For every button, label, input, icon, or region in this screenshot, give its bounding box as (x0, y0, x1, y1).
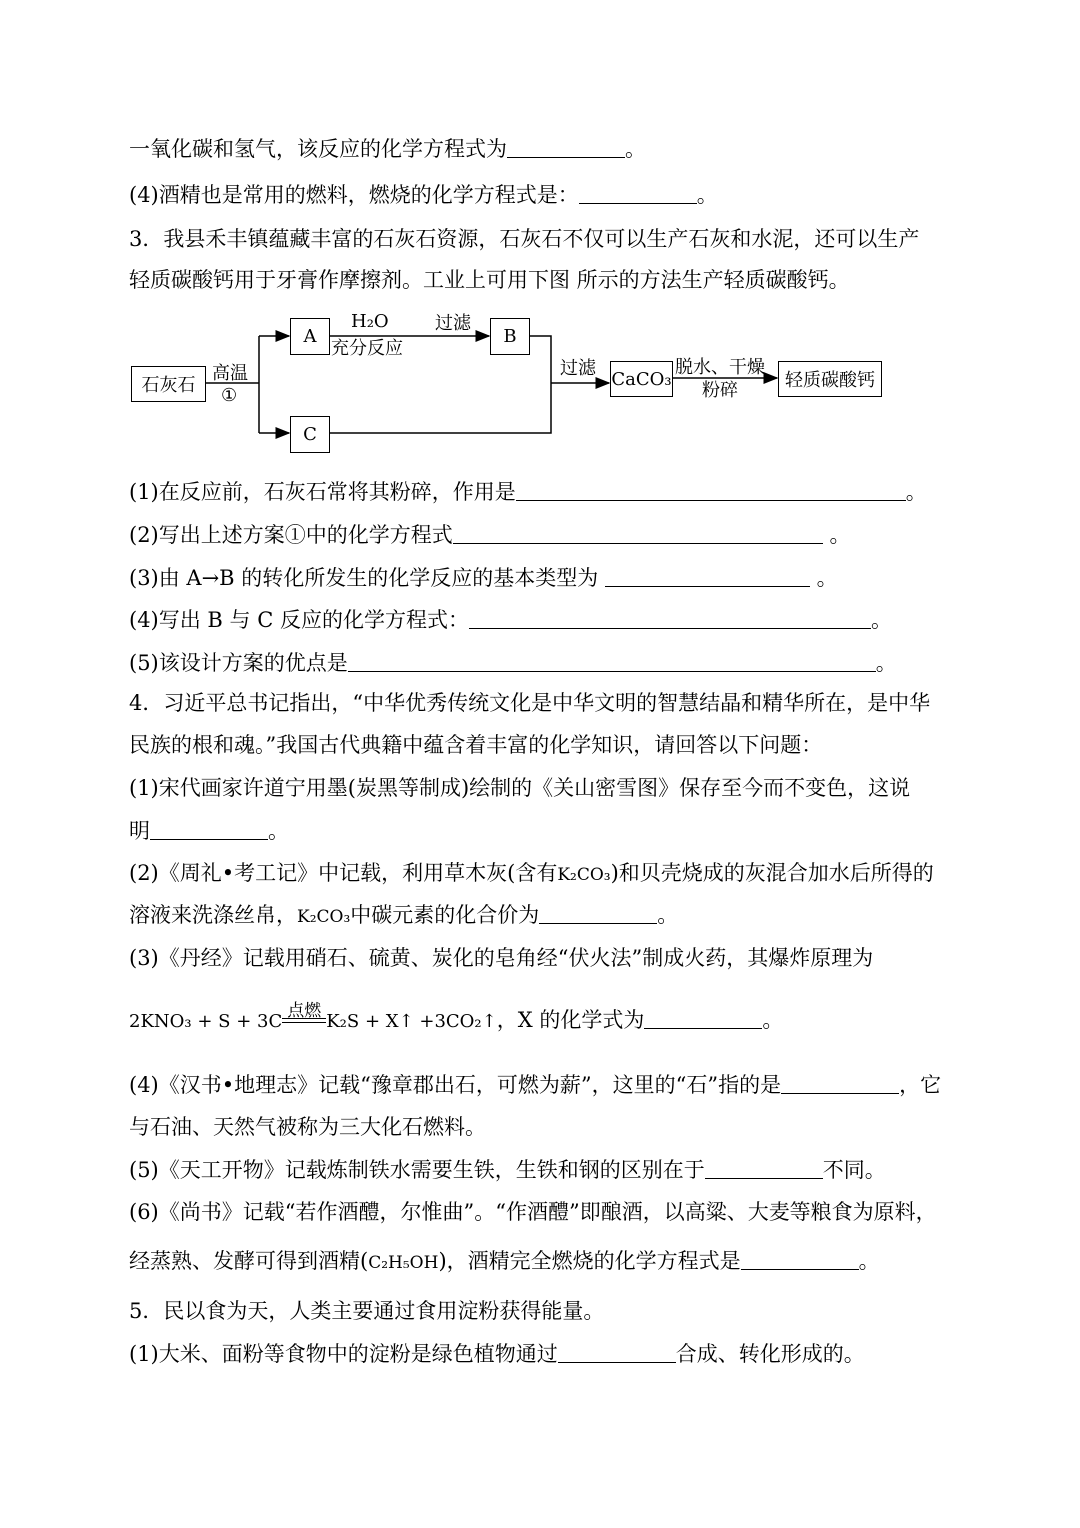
line-text: (4)写出 B 与 C 反应的化学方程式： (129, 608, 469, 632)
line-text: (2)写出上述方案①中的化学方程式 (129, 523, 453, 547)
limestone-box: 石灰石 (131, 366, 206, 402)
product-box: 轻质碳酸钙 (778, 361, 882, 397)
equation-condition (282, 1001, 326, 1027)
question-line (129, 1070, 941, 1100)
question-line (129, 816, 289, 846)
line-text: )，酒精完全燃烧的化学方程式是 (438, 1249, 741, 1273)
answer-blank[interactable] (558, 1340, 676, 1363)
caco3-box: CaCO₃ (610, 361, 673, 397)
question-3-line-1: 3．我县禾丰镇蕴藏丰富的石灰石资源，石灰石不仅可以生产石灰和水泥，还可以生产 (129, 227, 920, 251)
h2o-label: H₂O (351, 311, 389, 332)
line-end: 。 (696, 183, 718, 207)
answer-blank[interactable] (469, 606, 871, 629)
answer-blank[interactable] (539, 901, 657, 924)
line-end: 。 (829, 523, 851, 547)
equation-right: K₂S + X↑ +3CO₂↑ (326, 1011, 497, 1032)
line-end: 不同。 (822, 1158, 886, 1182)
answer-blank[interactable] (507, 135, 625, 158)
line-text: (5)该设计方案的优点是 (129, 651, 348, 675)
question-4-sub1-line-1: (1)宋代画家许道宁用墨(炭黑等制成)绘制的《关山密雪图》保存至今而不变色，这说 (129, 776, 911, 800)
question-5-line-1: 5．民以食为天，人类主要通过食用淀粉获得能量。 (129, 1299, 605, 1323)
answer-blank[interactable] (781, 1071, 899, 1094)
line-end: 。 (905, 480, 927, 504)
step-mark: ① (221, 385, 238, 406)
answer-blank[interactable] (644, 1006, 762, 1029)
question-line (129, 1155, 886, 1185)
line-text: 经蒸熟、发酵可得到酒精( (129, 1249, 369, 1273)
question-line (129, 1339, 865, 1369)
question-4-sub4-line-2: 与石油、天然气被称为三大化石燃料。 (129, 1115, 486, 1139)
formula-c2h5oh: C₂H₅OH (368, 1253, 439, 1273)
line-text: (1)大米、面粉等食物中的淀粉是绿色植物通过 (129, 1342, 558, 1366)
line-end: 。 (657, 903, 679, 927)
equation-left: 2KNO₃ + S + 3C (129, 1011, 283, 1032)
line-end: 。 (268, 819, 289, 843)
full-reaction-label: 充分反应 (331, 338, 403, 359)
question-line (129, 477, 927, 507)
line-text: 中碳元素的化合价为 (350, 903, 540, 927)
line-text: (2)《周礼•考工记》中记载，利用草木灰(含有 (129, 861, 558, 885)
line-end: 。 (762, 1008, 784, 1032)
answer-blank[interactable] (741, 1247, 859, 1270)
dehydrate-label: 脱水、干燥 (675, 357, 765, 378)
formula-k2co3: K₂CO₃ (297, 907, 351, 927)
line-text: ，X 的化学式为 (496, 1008, 645, 1032)
line-end: 合成、转化形成的。 (675, 1342, 865, 1366)
question-4-sub6-line-1: (6)《尚书》记载“若作酒醴，尔惟曲”。“作酒醴”即酿酒，以高粱、大麦等粮食为原料， (129, 1200, 937, 1224)
answer-blank[interactable] (348, 649, 876, 672)
line-end: 。 (875, 651, 897, 675)
question-line (129, 900, 678, 932)
answer-blank[interactable] (705, 1156, 823, 1179)
answer-blank[interactable] (516, 478, 906, 501)
question-line (129, 648, 897, 678)
answer-blank[interactable] (579, 181, 697, 204)
line-text: (3)由 A→B 的转化所发生的化学反应的基本类型为 (129, 566, 599, 590)
line-text: )和贝壳烧成的灰混合加水后所得的 (610, 861, 934, 885)
answer-blank[interactable] (453, 521, 823, 544)
line-end: 。 (870, 608, 892, 632)
question-line (129, 1246, 880, 1278)
line-text: 明 (129, 819, 150, 843)
line-text: (1)在反应前，石灰石常将其粉碎，作用是 (129, 480, 516, 504)
line-end: 。 (858, 1249, 880, 1273)
question-3-line-2: 轻质碳酸钙用于牙膏作摩擦剂。工业上可用下图 所示的方法生产轻质碳酸钙。 (129, 268, 850, 292)
line-text: (5)《天工开物》记载炼制铁水需要生铁，生铁和钢的区别在于 (129, 1158, 705, 1182)
question-line (129, 858, 934, 890)
filter-label-2: 过滤 (560, 358, 596, 379)
question-line (129, 605, 892, 635)
answer-blank[interactable] (150, 817, 268, 840)
box-a: A (290, 318, 330, 355)
line-end: 。 (816, 566, 838, 590)
line-end: ，它 (899, 1073, 942, 1097)
line-text: 一氧化碳和氢气，该反应的化学方程式为 (129, 137, 507, 161)
condition-text: 点燃 (287, 1001, 322, 1021)
high-temp-label: 高温 (212, 363, 248, 384)
question-line (129, 520, 850, 550)
question-line (129, 563, 838, 593)
text-line (129, 180, 718, 210)
filter-label-1: 过滤 (435, 313, 471, 334)
text-line (129, 134, 646, 164)
line-text: 溶液来洗涤丝帛， (129, 903, 297, 927)
question-4-sub3-line-1: (3)《丹经》记载用硝石、硫黄、炭化的皂角经“伏火法”制成火药，其爆炸原理为 (129, 946, 874, 970)
question-4-line-1: 4．习近平总书记指出，“中华优秀传统文化是中华文明的智慧结晶和精华所在，是中华 (129, 691, 931, 715)
box-c: C (290, 416, 330, 453)
line-text: (4)《汉书•地理志》记载“豫章郡出石，可燃为薪”，这里的“石”指的是 (129, 1073, 782, 1097)
answer-blank[interactable] (605, 564, 810, 587)
formula-k2co3: K₂CO₃ (557, 865, 611, 885)
line-end: 。 (625, 137, 646, 161)
question-4-line-2: 民族的根和魂。”我国古代典籍中蕴含着丰富的化学知识，请回答以下问题： (129, 733, 823, 757)
line-text: (4)酒精也是常用的燃料，燃烧的化学方程式是： (129, 183, 579, 207)
crush-label: 粉碎 (702, 380, 738, 401)
equation-line (129, 1001, 784, 1037)
box-b: B (490, 318, 530, 355)
